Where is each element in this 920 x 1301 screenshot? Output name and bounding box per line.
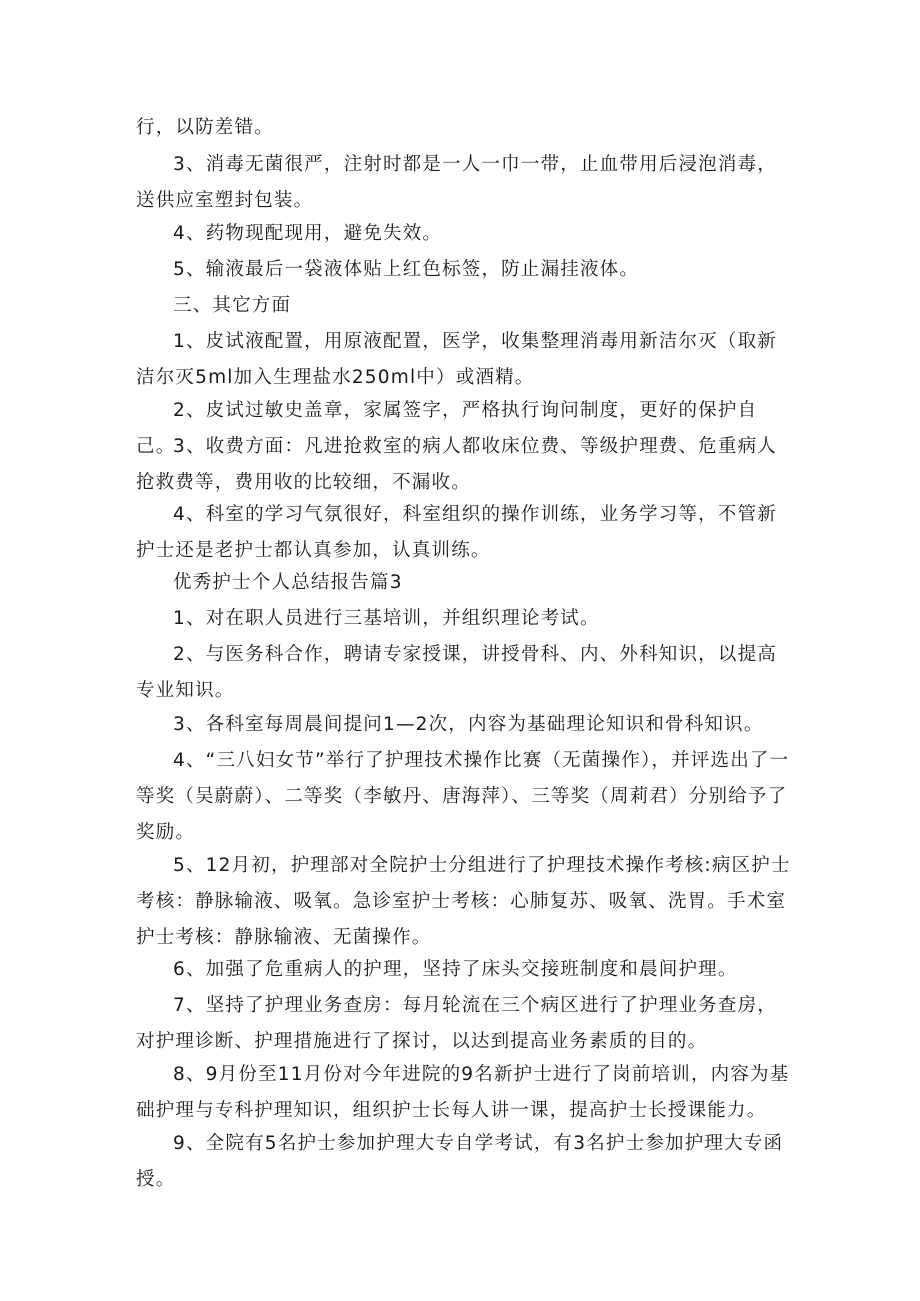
paragraph-item: 5、12月初，护理部对全院护士分组进行了护理技术操作考核:病区护士考核：静脉输液、吸氧。急诊室护士考核：心肺复苏、吸氧、洗胃。手术室护士考核：静脉输液、无菌操作。: [136, 855, 791, 948]
paragraph-item: 6、加强了危重病人的护理，坚持了床头交接班制度和晨间护理。: [173, 959, 738, 980]
paragraph-item: 2、与医务科合作，聘请专家授课，讲授骨科、内、外科知识，以提高专业知识。: [136, 644, 777, 701]
paragraph-item: 5、输液最后一袋液体贴上红色标签，防止漏挂液体。: [173, 259, 640, 280]
report-title: 优秀护士个人总结报告篇3: [173, 572, 403, 593]
paragraph-item: 4、“三八妇女节”举行了护理技术操作比赛（无菌操作），并评选出了一等奖（吴蔚蔚）、二等奖（李敏丹、唐海萍）、三等奖（周莉君）分别给予了奖励。: [136, 750, 790, 843]
paragraph-item: 3、收费方面：凡进抢救室的病人都收床位费、等级护理费、危重病人抢救费等，费用收的比较细，不漏收。: [136, 436, 777, 493]
paragraph-continued: 行，以防差错。: [136, 117, 274, 138]
section-heading: 三、其它方面: [173, 295, 292, 316]
paragraph-item: 3、消毒无菌很严，注射时都是一人一巾一带，止血带用后浸泡消毒，送供应室塑封包装。: [136, 154, 777, 211]
paragraph-item: 4、药物现配现用，避免失效。: [173, 223, 443, 244]
paragraph-item: 1、对在职人员进行三基培训，并组织理论考试。: [173, 608, 600, 629]
paragraph-item: 8、9月份至11月份对今年进院的9名新护士进行了岗前培训，内容为基础护理与专科护理知识，组织护士长每人讲一课，提高护士长授课能力。: [136, 1064, 790, 1121]
paragraph-item: 1、皮试液配置，用原液配置，医学，收集整理消毒用新洁尔灭（取新洁尔灭5ml加入生理盐水250ml中）或酒精。: [136, 331, 777, 388]
paragraph-item: 3、各科室每周晨间提问1—2次，内容为基础理论知识和骨科知识。: [173, 714, 764, 735]
paragraph-item: 4、科室的学习气氛很好，科室组织的操作训练，业务学习等，不管新护士还是老护士都认真参加，认真训练。: [136, 504, 777, 561]
paragraph-item: 9、全院有5名护士参加护理大专自学考试，有3名护士参加护理大专函授。: [136, 1133, 784, 1190]
paragraph-item: 2、皮试过敏史盖章，家属签字，严格执行询问制度，更好的保护自己。: [136, 400, 758, 457]
paragraph-item: 7、坚持了护理业务查房：每月轮流在三个病区进行了护理业务查房，对护理诊断、护理措施进行了探讨，以达到提高业务素质的目的。: [136, 995, 777, 1052]
